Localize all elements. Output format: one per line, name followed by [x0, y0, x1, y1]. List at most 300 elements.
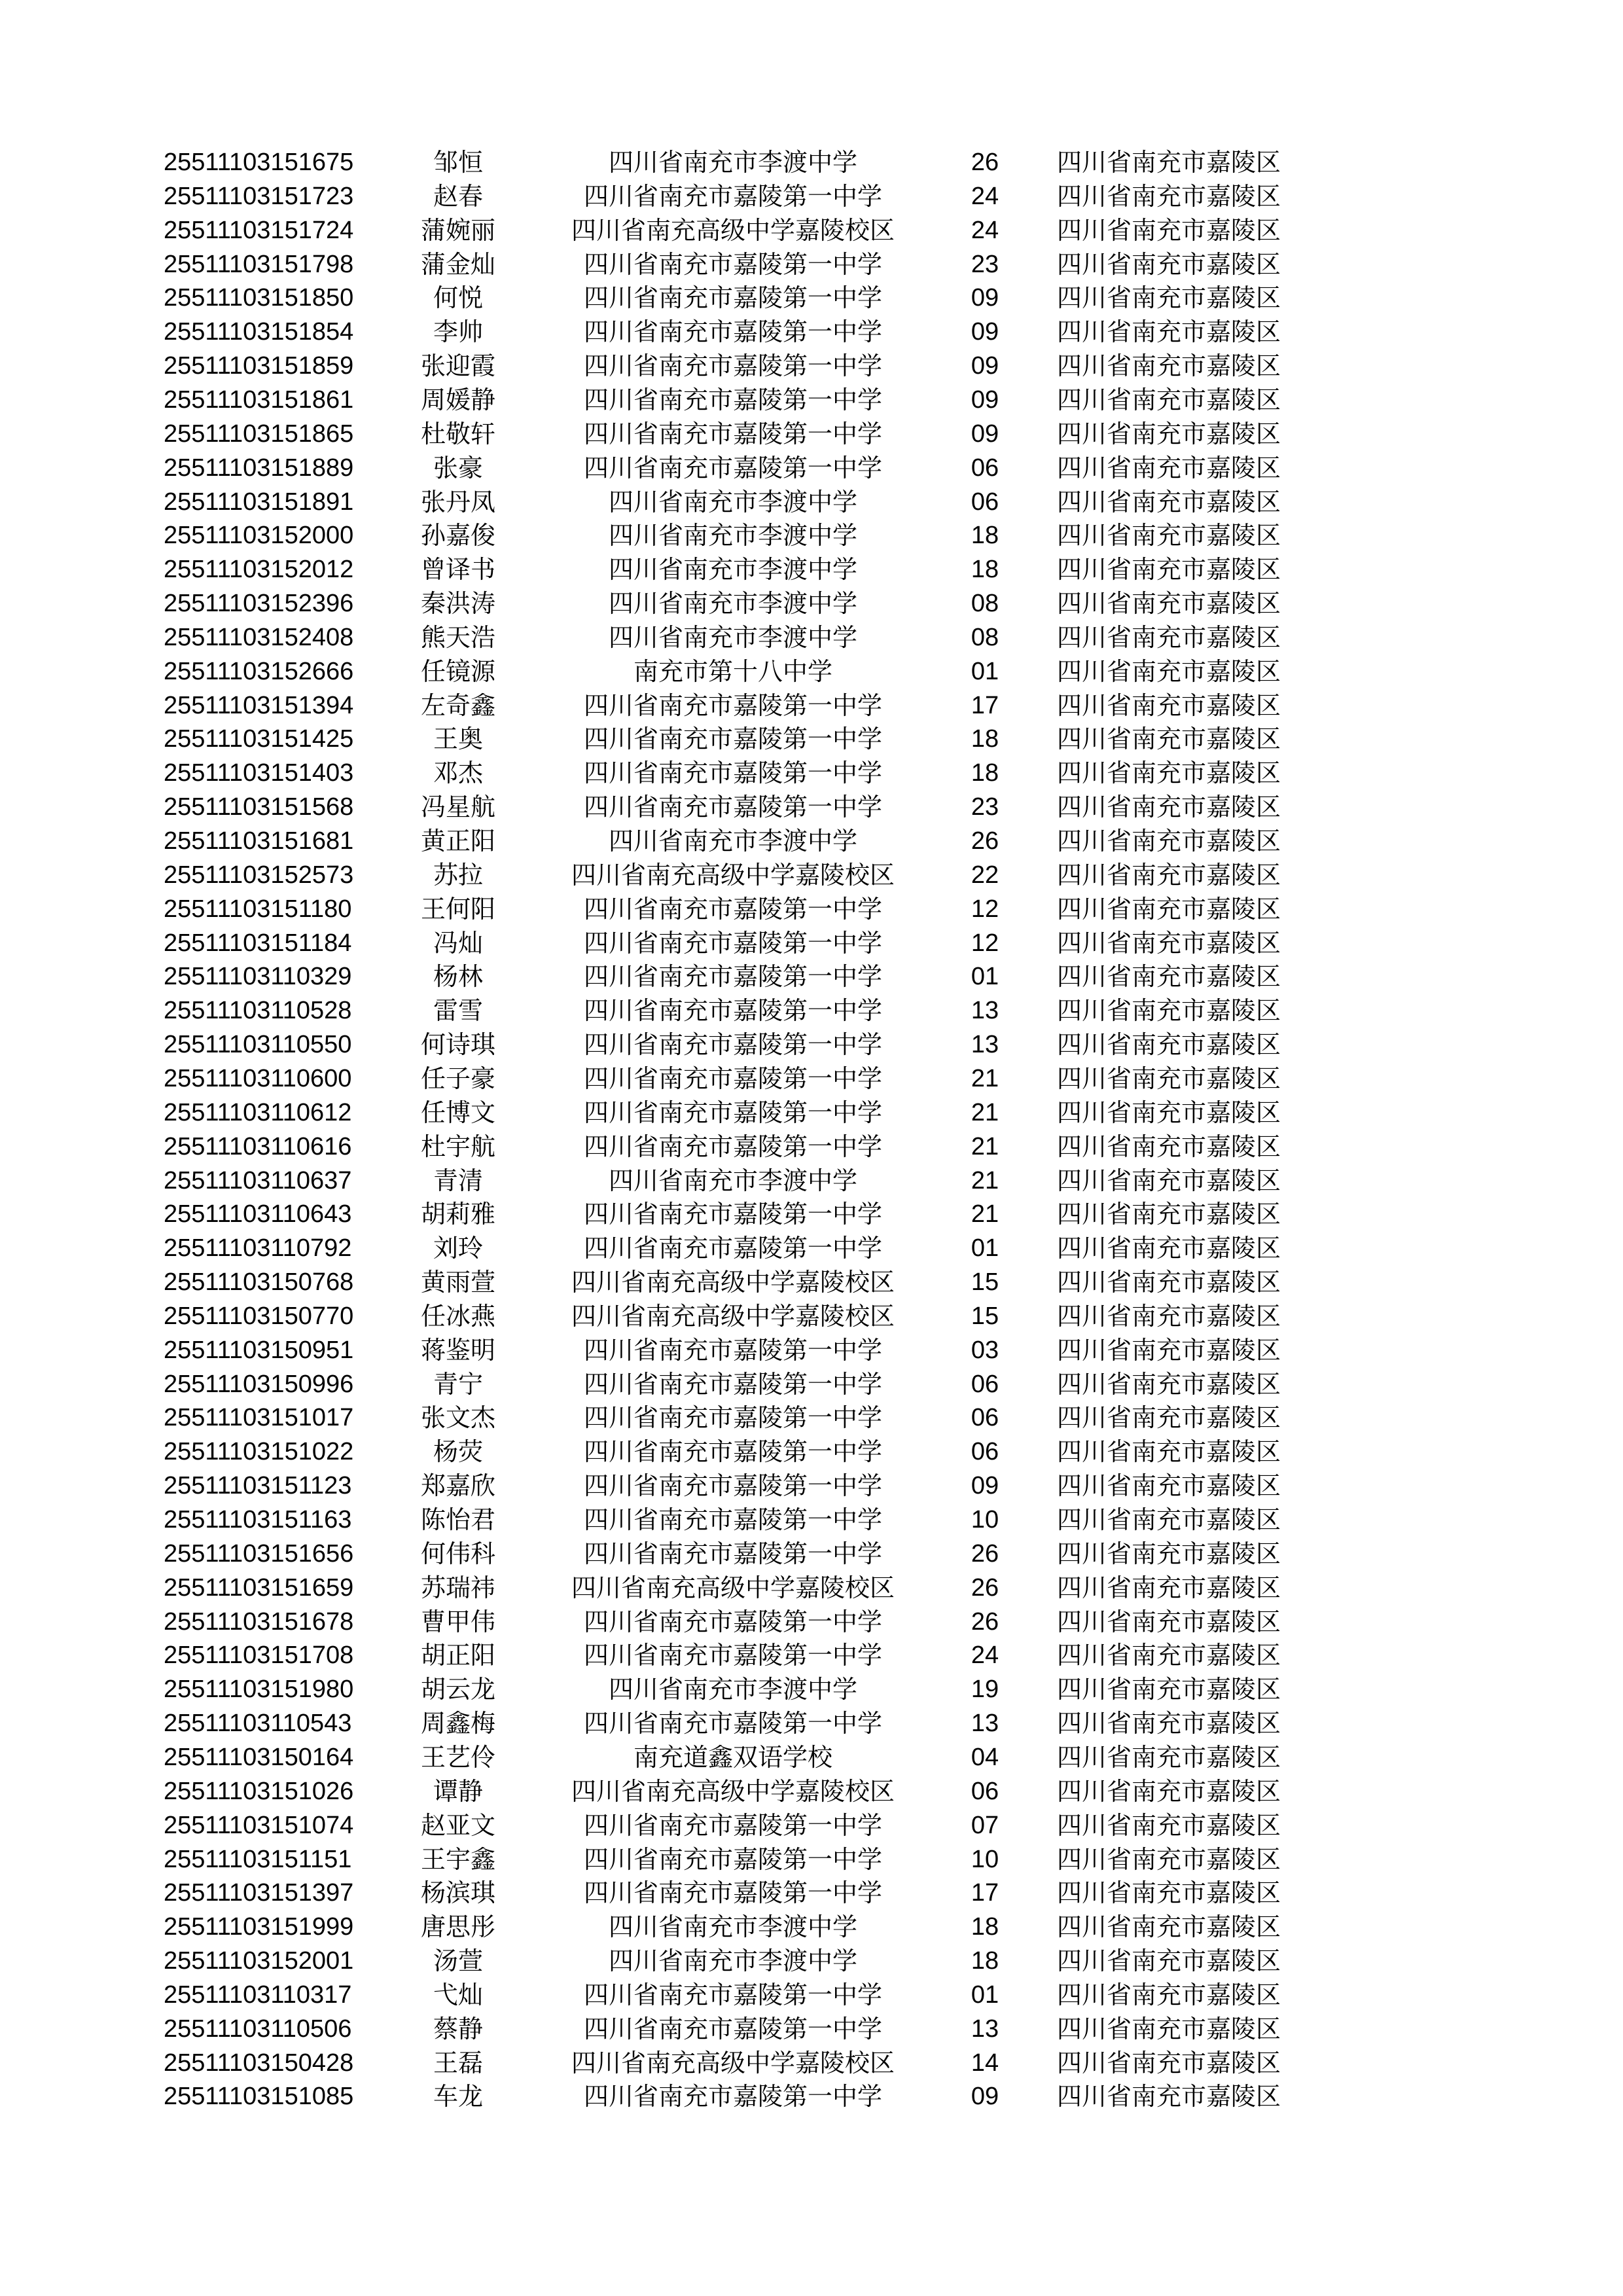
student-name-cell: 王宇鑫 — [420, 1845, 495, 1874]
student-id-cell: 25511103151017 — [164, 1404, 354, 1431]
student-name-cell: 蒋鉴明 — [420, 1336, 495, 1365]
school-cell: 四川省南充市嘉陵第一中学 — [583, 317, 882, 346]
student-name-cell: 黄正阳 — [420, 827, 495, 855]
category-code-cell: 17 — [971, 1879, 999, 1907]
student-id-cell: 25511103151184 — [164, 929, 352, 957]
table-row — [0, 1401, 1623, 1435]
school-cell: 四川省南充市嘉陵第一中学 — [583, 1539, 882, 1568]
region-cell: 四川省南充市嘉陵区 — [1057, 1845, 1281, 1874]
student-name-cell: 邹恒 — [433, 148, 483, 177]
region-cell: 四川省南充市嘉陵区 — [1057, 759, 1281, 787]
student-name-cell: 赵亚文 — [420, 1811, 495, 1840]
student-id-cell: 25511103151656 — [164, 1540, 354, 1568]
student-id-cell: 25511103152001 — [164, 1947, 354, 1975]
category-code-cell: 07 — [971, 1812, 999, 1839]
table-row — [0, 1231, 1623, 1265]
student-name-cell: 黄雨萱 — [420, 1268, 495, 1297]
table-row — [0, 1537, 1623, 1571]
category-code-cell: 15 — [971, 1302, 999, 1330]
school-cell: 四川省南充市嘉陵第一中学 — [583, 420, 882, 448]
student-id-cell: 25511103151708 — [164, 1641, 354, 1669]
table-row — [0, 1706, 1623, 1740]
school-cell: 四川省南充市嘉陵第一中学 — [583, 1471, 882, 1500]
region-cell: 四川省南充市嘉陵区 — [1057, 283, 1281, 312]
student-name-cell: 何伟科 — [420, 1539, 495, 1568]
table-row — [0, 892, 1623, 926]
region-cell: 四川省南充市嘉陵区 — [1057, 2049, 1281, 2077]
school-cell: 四川省南充高级中学嘉陵校区 — [571, 1777, 895, 1806]
table-row — [0, 790, 1623, 824]
school-cell: 四川省南充高级中学嘉陵校区 — [571, 861, 895, 889]
student-id-cell: 25511103151123 — [164, 1472, 352, 1499]
student-id-cell: 25511103151085 — [164, 2083, 354, 2110]
student-name-cell: 李帅 — [433, 317, 483, 346]
category-code-cell: 21 — [971, 1065, 999, 1092]
category-code-cell: 18 — [971, 556, 999, 583]
school-cell: 四川省南充市李渡中学 — [608, 1675, 857, 1704]
region-cell: 四川省南充市嘉陵区 — [1057, 1641, 1281, 1670]
school-cell: 四川省南充市嘉陵第一中学 — [583, 929, 882, 958]
school-cell: 四川省南充市嘉陵第一中学 — [583, 1437, 882, 1466]
student-id-cell: 25511103151659 — [164, 1574, 354, 1602]
student-id-cell: 25511103151724 — [164, 217, 354, 244]
student-id-cell: 25511103152408 — [164, 624, 354, 651]
student-name-cell: 谭静 — [433, 1777, 483, 1806]
category-code-cell: 19 — [971, 1676, 999, 1703]
student-name-cell: 周鑫梅 — [420, 1709, 495, 1738]
category-code-cell: 09 — [971, 352, 999, 380]
student-name-cell: 苏瑞祎 — [420, 1573, 495, 1602]
region-cell: 四川省南充市嘉陵区 — [1057, 827, 1281, 855]
school-cell: 四川省南充市李渡中学 — [608, 521, 857, 550]
region-cell: 四川省南充市嘉陵区 — [1057, 1539, 1281, 1568]
student-name-cell: 苏拉 — [433, 861, 483, 889]
student-id-cell: 25511103151151 — [164, 1846, 352, 1873]
category-code-cell: 06 — [971, 1438, 999, 1465]
student-id-cell: 25511103110612 — [164, 1099, 352, 1126]
region-cell: 四川省南充市嘉陵区 — [1057, 216, 1281, 245]
school-cell: 四川省南充市李渡中学 — [608, 1946, 857, 1975]
table-row — [0, 213, 1623, 247]
student-id-cell: 25511103151889 — [164, 454, 354, 482]
category-code-cell: 12 — [971, 895, 999, 923]
region-cell: 四川省南充市嘉陵区 — [1057, 1946, 1281, 1975]
region-cell: 四川省南充市嘉陵区 — [1057, 1166, 1281, 1195]
school-cell: 四川省南充高级中学嘉陵校区 — [571, 1573, 895, 1602]
student-id-cell: 25511103150951 — [164, 1336, 354, 1364]
school-cell: 四川省南充市嘉陵第一中学 — [583, 283, 882, 312]
student-id-cell: 25511103151798 — [164, 251, 354, 278]
category-code-cell: 18 — [971, 1947, 999, 1975]
category-code-cell: 24 — [971, 183, 999, 210]
student-name-cell: 孙嘉俊 — [420, 521, 495, 550]
table-row — [0, 655, 1623, 689]
region-cell: 四川省南充市嘉陵区 — [1057, 351, 1281, 380]
region-cell: 四川省南充市嘉陵区 — [1057, 1709, 1281, 1738]
student-id-cell: 25511103151403 — [164, 759, 354, 787]
table-row — [0, 179, 1623, 213]
student-name-cell: 赵春 — [433, 182, 483, 211]
region-cell: 四川省南充市嘉陵区 — [1057, 1471, 1281, 1500]
student-id-cell: 25511103151568 — [164, 793, 354, 821]
table-row — [0, 1842, 1623, 1876]
region-cell: 四川省南充市嘉陵区 — [1057, 1268, 1281, 1297]
table-row — [0, 485, 1623, 519]
student-id-cell: 25511103110317 — [164, 1981, 352, 2009]
school-cell: 四川省南充市嘉陵第一中学 — [583, 1098, 882, 1127]
region-cell: 四川省南充市嘉陵区 — [1057, 1302, 1281, 1331]
student-name-cell: 何悦 — [433, 283, 483, 312]
region-cell: 四川省南充市嘉陵区 — [1057, 895, 1281, 924]
category-code-cell: 13 — [971, 1710, 999, 1737]
school-cell: 四川省南充市嘉陵第一中学 — [583, 250, 882, 279]
student-id-cell: 25511103110506 — [164, 2015, 352, 2043]
school-cell: 四川省南充市嘉陵第一中学 — [583, 1132, 882, 1161]
table-row — [0, 1808, 1623, 1842]
student-name-cell: 胡莉雅 — [420, 1200, 495, 1229]
school-cell: 四川省南充市嘉陵第一中学 — [583, 386, 882, 414]
category-code-cell: 06 — [971, 1404, 999, 1431]
category-code-cell: 01 — [971, 658, 999, 685]
table-row — [0, 281, 1623, 315]
student-name-cell: 任冰燕 — [420, 1302, 495, 1331]
student-id-cell: 25511103110329 — [164, 963, 352, 990]
student-id-cell: 25511103151999 — [164, 1913, 354, 1941]
student-id-cell: 25511103151980 — [164, 1676, 354, 1703]
category-code-cell: 10 — [971, 1506, 999, 1534]
category-code-cell: 06 — [971, 454, 999, 482]
student-id-cell: 25511103150996 — [164, 1371, 354, 1398]
student-name-cell: 胡云龙 — [420, 1675, 495, 1704]
school-cell: 四川省南充市嘉陵第一中学 — [583, 1403, 882, 1432]
student-name-cell: 蔡静 — [433, 2015, 483, 2043]
region-cell: 四川省南充市嘉陵区 — [1057, 1878, 1281, 1907]
region-cell: 四川省南充市嘉陵区 — [1057, 2015, 1281, 2043]
table-row — [0, 349, 1623, 383]
table-row — [0, 2079, 1623, 2113]
student-name-cell: 熊天浩 — [420, 623, 495, 652]
school-cell: 四川省南充市嘉陵第一中学 — [583, 1030, 882, 1059]
student-id-cell: 25511103151678 — [164, 1608, 354, 1636]
table-row — [0, 1197, 1623, 1231]
school-cell: 四川省南充市嘉陵第一中学 — [583, 962, 882, 991]
table-row — [0, 1367, 1623, 1401]
school-cell: 四川省南充高级中学嘉陵校区 — [571, 1268, 895, 1297]
school-cell: 四川省南充市嘉陵第一中学 — [583, 1234, 882, 1263]
category-code-cell: 09 — [971, 1472, 999, 1499]
category-code-cell: 09 — [971, 2083, 999, 2110]
category-code-cell: 06 — [971, 488, 999, 516]
table-row — [0, 1062, 1623, 1096]
category-code-cell: 26 — [971, 1574, 999, 1602]
category-code-cell: 18 — [971, 759, 999, 787]
category-code-cell: 13 — [971, 997, 999, 1024]
school-cell: 四川省南充市嘉陵第一中学 — [583, 1607, 882, 1636]
region-cell: 四川省南充市嘉陵区 — [1057, 657, 1281, 686]
school-cell: 四川省南充市李渡中学 — [608, 555, 857, 584]
student-id-cell: 25511103151861 — [164, 386, 354, 414]
student-name-cell: 汤萱 — [433, 1946, 483, 1975]
student-id-cell: 25511103151180 — [164, 895, 352, 923]
region-cell: 四川省南充市嘉陵区 — [1057, 1675, 1281, 1704]
student-name-cell: 雷雪 — [433, 996, 483, 1025]
region-cell: 四川省南充市嘉陵区 — [1057, 454, 1281, 482]
region-cell: 四川省南充市嘉陵区 — [1057, 1505, 1281, 1534]
student-name-cell: 张豪 — [433, 454, 483, 482]
student-name-cell: 张丹凤 — [420, 488, 495, 516]
category-code-cell: 23 — [971, 251, 999, 278]
student-id-cell: 25511103152573 — [164, 861, 354, 889]
student-name-cell: 胡正阳 — [420, 1641, 495, 1670]
student-id-cell: 25511103110528 — [164, 997, 352, 1024]
student-id-cell: 25511103150428 — [164, 2049, 354, 2077]
table-row — [0, 689, 1623, 723]
region-cell: 四川省南充市嘉陵区 — [1057, 962, 1281, 991]
student-id-cell: 25511103151397 — [164, 1879, 354, 1907]
school-cell: 四川省南充市嘉陵第一中学 — [583, 1200, 882, 1229]
table-row — [0, 1096, 1623, 1130]
student-id-cell: 25511103110637 — [164, 1167, 352, 1194]
table-row — [0, 1638, 1623, 1672]
region-cell: 四川省南充市嘉陵区 — [1057, 555, 1281, 584]
student-name-cell: 秦洪涛 — [420, 589, 495, 618]
category-code-cell: 22 — [971, 861, 999, 889]
table-row — [0, 552, 1623, 586]
school-cell: 四川省南充高级中学嘉陵校区 — [571, 216, 895, 245]
student-id-cell: 25511103110643 — [164, 1200, 352, 1228]
region-cell: 四川省南充市嘉陵区 — [1057, 1064, 1281, 1093]
student-name-cell: 任镜源 — [420, 657, 495, 686]
school-cell: 四川省南充高级中学嘉陵校区 — [571, 1302, 895, 1331]
region-cell: 四川省南充市嘉陵区 — [1057, 2082, 1281, 2111]
category-code-cell: 26 — [971, 827, 999, 855]
table-row — [0, 1333, 1623, 1367]
table-row — [0, 315, 1623, 349]
student-id-cell: 25511103151854 — [164, 318, 354, 346]
category-code-cell: 18 — [971, 522, 999, 549]
school-cell: 四川省南充市嘉陵第一中学 — [583, 182, 882, 211]
student-id-cell: 25511103152666 — [164, 658, 354, 685]
table-row — [0, 1130, 1623, 1164]
category-code-cell: 24 — [971, 1641, 999, 1669]
category-code-cell: 21 — [971, 1133, 999, 1160]
school-cell: 四川省南充市李渡中学 — [608, 589, 857, 618]
region-cell: 四川省南充市嘉陵区 — [1057, 1777, 1281, 1806]
table-row — [0, 824, 1623, 858]
student-name-cell: 杨荧 — [433, 1437, 483, 1466]
student-name-cell: 刘玲 — [433, 1234, 483, 1263]
student-name-cell: 王何阳 — [420, 895, 495, 924]
table-row — [0, 1605, 1623, 1639]
student-name-cell: 杨林 — [433, 962, 483, 991]
region-cell: 四川省南充市嘉陵区 — [1057, 1200, 1281, 1229]
student-id-cell: 25511103150768 — [164, 1268, 354, 1296]
category-code-cell: 21 — [971, 1167, 999, 1194]
table-row — [0, 756, 1623, 790]
table-row — [0, 383, 1623, 417]
table-row — [0, 451, 1623, 485]
school-cell: 四川省南充市嘉陵第一中学 — [583, 725, 882, 753]
region-cell: 四川省南充市嘉陵区 — [1057, 488, 1281, 516]
student-id-cell: 25511103152396 — [164, 590, 354, 617]
school-cell: 四川省南充市嘉陵第一中学 — [583, 1641, 882, 1670]
region-cell: 四川省南充市嘉陵区 — [1057, 589, 1281, 618]
region-cell: 四川省南充市嘉陵区 — [1057, 1607, 1281, 1636]
category-code-cell: 23 — [971, 793, 999, 821]
student-name-cell: 曹甲伟 — [420, 1607, 495, 1636]
student-name-cell: 陈怡君 — [420, 1505, 495, 1534]
school-cell: 四川省南充市嘉陵第一中学 — [583, 996, 882, 1025]
category-code-cell: 24 — [971, 217, 999, 244]
school-cell: 四川省南充市李渡中学 — [608, 827, 857, 855]
region-cell: 四川省南充市嘉陵区 — [1057, 623, 1281, 652]
region-cell: 四川省南充市嘉陵区 — [1057, 1912, 1281, 1941]
school-cell: 四川省南充市嘉陵第一中学 — [583, 895, 882, 924]
region-cell: 四川省南充市嘉陵区 — [1057, 1234, 1281, 1263]
category-code-cell: 09 — [971, 318, 999, 346]
school-cell: 四川省南充市嘉陵第一中学 — [583, 2015, 882, 2043]
student-id-cell: 25511103151865 — [164, 420, 354, 448]
table-row — [0, 1740, 1623, 1774]
student-name-cell: 周媛静 — [420, 386, 495, 414]
student-id-cell: 25511103151163 — [164, 1506, 352, 1534]
student-id-cell: 25511103151859 — [164, 352, 354, 380]
student-id-cell: 25511103110616 — [164, 1133, 352, 1160]
student-id-cell: 25511103151723 — [164, 183, 354, 210]
region-cell: 四川省南充市嘉陵区 — [1057, 929, 1281, 958]
region-cell: 四川省南充市嘉陵区 — [1057, 521, 1281, 550]
school-cell: 四川省南充市嘉陵第一中学 — [583, 793, 882, 821]
category-code-cell: 06 — [971, 1371, 999, 1398]
student-id-cell: 25511103150164 — [164, 1744, 354, 1771]
category-code-cell: 09 — [971, 284, 999, 312]
region-cell: 四川省南充市嘉陵区 — [1057, 1811, 1281, 1840]
student-name-cell: 张迎霞 — [420, 351, 495, 380]
school-cell: 四川省南充市李渡中学 — [608, 623, 857, 652]
school-cell: 四川省南充市李渡中学 — [608, 1166, 857, 1195]
table-row — [0, 1164, 1623, 1198]
student-id-cell: 25511103150770 — [164, 1302, 354, 1330]
student-name-cell: 冯灿 — [433, 929, 483, 958]
school-cell: 四川省南充市嘉陵第一中学 — [583, 1064, 882, 1093]
table-row — [0, 1774, 1623, 1808]
region-cell: 四川省南充市嘉陵区 — [1057, 250, 1281, 279]
school-cell: 四川省南充市嘉陵第一中学 — [583, 1370, 882, 1399]
category-code-cell: 01 — [971, 1234, 999, 1262]
table-row — [0, 2012, 1623, 2046]
student-id-cell: 25511103151675 — [164, 149, 354, 176]
school-cell: 四川省南充市嘉陵第一中学 — [583, 454, 882, 482]
table-row — [0, 994, 1623, 1028]
school-cell: 四川省南充市嘉陵第一中学 — [583, 1878, 882, 1907]
school-cell: 四川省南充市李渡中学 — [608, 488, 857, 516]
student-name-cell: 青清 — [433, 1166, 483, 1195]
category-code-cell: 13 — [971, 2015, 999, 2043]
table-row — [0, 1672, 1623, 1706]
table-row — [0, 1944, 1623, 1978]
region-cell: 四川省南充市嘉陵区 — [1057, 182, 1281, 211]
table-row — [0, 960, 1623, 994]
region-cell: 四川省南充市嘉陵区 — [1057, 1030, 1281, 1059]
school-cell: 南充市第十八中学 — [633, 657, 832, 686]
region-cell: 四川省南充市嘉陵区 — [1057, 1437, 1281, 1466]
category-code-cell: 08 — [971, 624, 999, 651]
table-row — [0, 1910, 1623, 1944]
region-cell: 四川省南充市嘉陵区 — [1057, 1336, 1281, 1365]
table-row — [0, 586, 1623, 620]
table-row — [0, 518, 1623, 552]
school-cell: 四川省南充市李渡中学 — [608, 1912, 857, 1941]
category-code-cell: 26 — [971, 1540, 999, 1568]
table-row — [0, 722, 1623, 756]
school-cell: 四川省南充市嘉陵第一中学 — [583, 1709, 882, 1738]
category-code-cell: 08 — [971, 590, 999, 617]
category-code-cell: 18 — [971, 725, 999, 753]
student-id-cell: 25511103110550 — [164, 1031, 352, 1058]
student-name-cell: 弋灿 — [433, 1981, 483, 2009]
region-cell: 四川省南充市嘉陵区 — [1057, 1573, 1281, 1602]
region-cell: 四川省南充市嘉陵区 — [1057, 1743, 1281, 1772]
school-cell: 四川省南充市嘉陵第一中学 — [583, 1811, 882, 1840]
student-id-cell: 25511103152012 — [164, 556, 354, 583]
table-row — [0, 1435, 1623, 1469]
table-row — [0, 417, 1623, 451]
category-code-cell: 01 — [971, 963, 999, 990]
student-name-cell: 蒲金灿 — [420, 250, 495, 279]
category-code-cell: 09 — [971, 420, 999, 448]
school-cell: 四川省南充高级中学嘉陵校区 — [571, 2049, 895, 2077]
category-code-cell: 12 — [971, 929, 999, 957]
student-id-cell: 25511103151022 — [164, 1438, 354, 1465]
category-code-cell: 26 — [971, 1608, 999, 1636]
table-row — [0, 1265, 1623, 1299]
student-id-cell: 25511103110543 — [164, 1710, 352, 1737]
student-name-cell: 车龙 — [433, 2082, 483, 2111]
region-cell: 四川省南充市嘉陵区 — [1057, 1098, 1281, 1127]
student-name-cell: 曾译书 — [420, 555, 495, 584]
region-cell: 四川省南充市嘉陵区 — [1057, 317, 1281, 346]
student-name-cell: 王艺伶 — [420, 1743, 495, 1772]
table-row — [0, 247, 1623, 281]
school-cell: 四川省南充市嘉陵第一中学 — [583, 1336, 882, 1365]
table-row — [0, 1299, 1623, 1333]
category-code-cell: 15 — [971, 1268, 999, 1296]
student-name-cell: 张文杰 — [420, 1403, 495, 1432]
category-code-cell: 09 — [971, 386, 999, 414]
category-code-cell: 18 — [971, 1913, 999, 1941]
category-code-cell: 13 — [971, 1031, 999, 1058]
region-cell: 四川省南充市嘉陵区 — [1057, 386, 1281, 414]
table-row — [0, 1571, 1623, 1605]
school-cell: 四川省南充市嘉陵第一中学 — [583, 351, 882, 380]
table-row — [0, 1028, 1623, 1062]
region-cell: 四川省南充市嘉陵区 — [1057, 1370, 1281, 1399]
student-id-cell: 25511103151891 — [164, 488, 354, 516]
table-row — [0, 1978, 1623, 2012]
student-name-cell: 唐思彤 — [420, 1912, 495, 1941]
school-cell: 四川省南充市李渡中学 — [608, 148, 857, 177]
region-cell: 四川省南充市嘉陵区 — [1057, 148, 1281, 177]
student-name-cell: 左奇鑫 — [420, 691, 495, 720]
student-name-cell: 邓杰 — [433, 759, 483, 787]
category-code-cell: 21 — [971, 1099, 999, 1126]
student-name-cell: 杜敬轩 — [420, 420, 495, 448]
table-row — [0, 2046, 1623, 2080]
table-row — [0, 1876, 1623, 1910]
region-cell: 四川省南充市嘉陵区 — [1057, 793, 1281, 821]
student-name-cell: 王奥 — [433, 725, 483, 753]
student-id-cell: 25511103110600 — [164, 1065, 352, 1092]
